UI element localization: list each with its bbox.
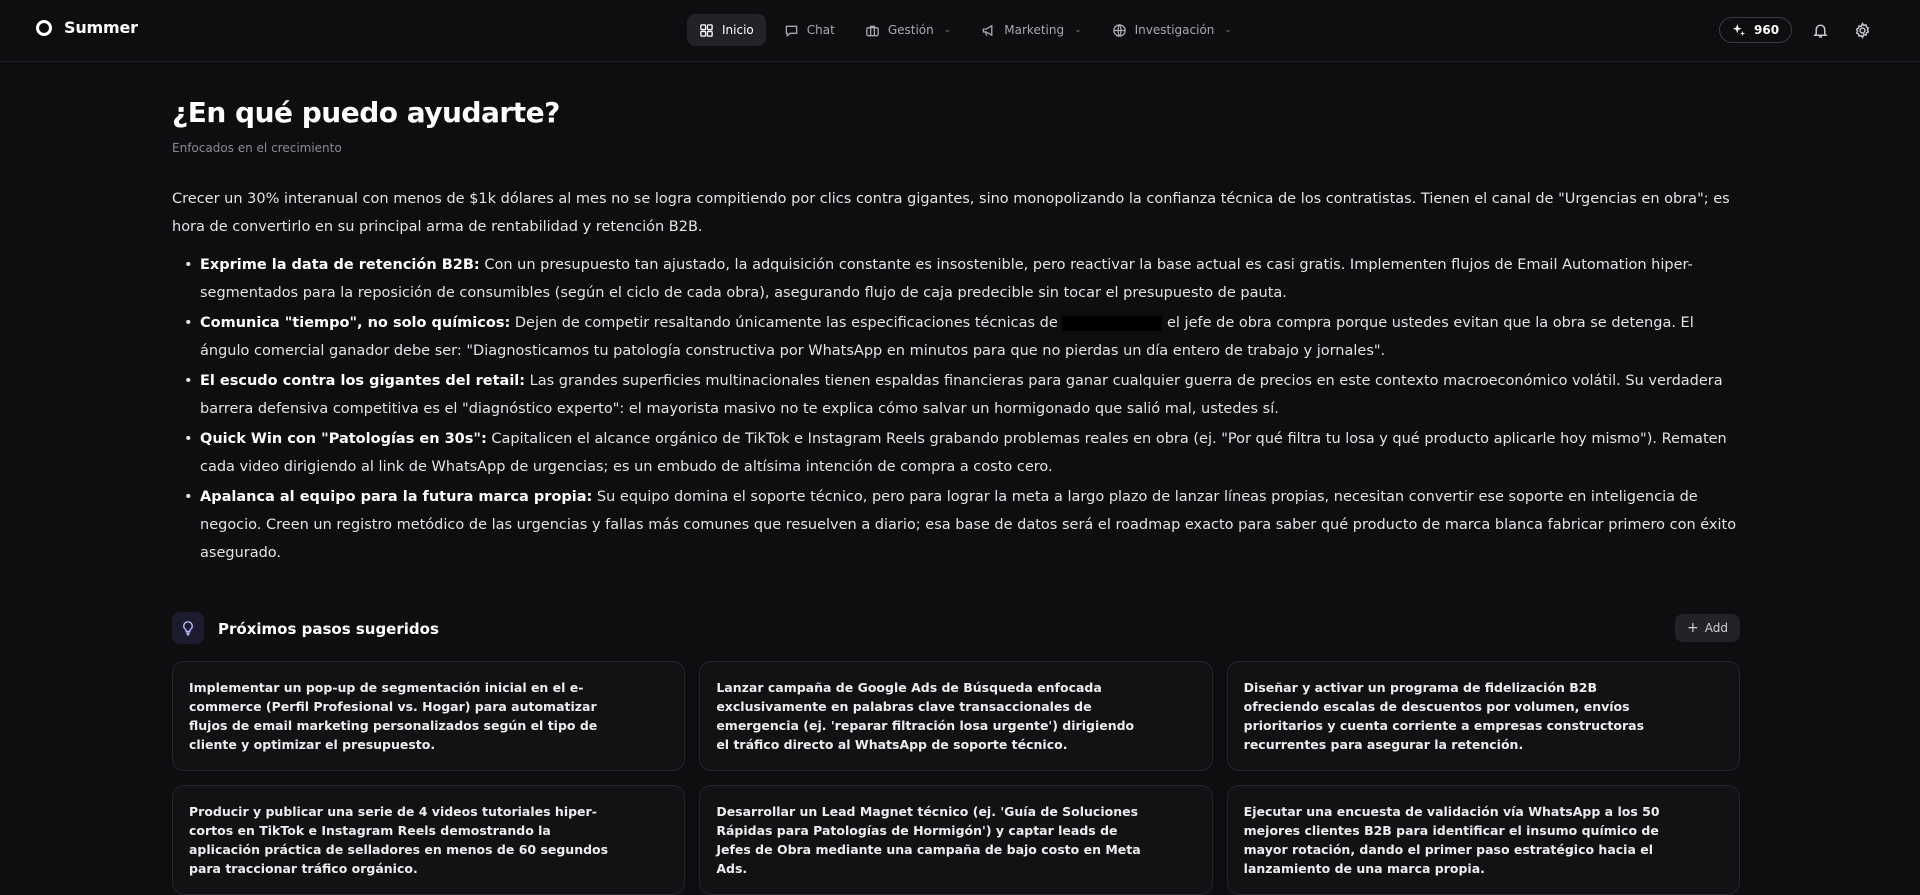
bullet-heading: El escudo contra los gigantes del retail: — [200, 373, 526, 389]
suggestion-text: Producir y publicar una serie de 4 videos tutoriales hiper-cortos en TikTok e Instagram Reels demostrando la aplicación práctica de selladores en menos de 60 segundos para traccionar tráfico orgánico. — [189, 804, 609, 876]
lightbulb-icon — [172, 612, 204, 644]
suggestion-text: Diseñar y activar un programa de fidelización B2B ofreciendo escalas de descuentos por volumen, envíos prioritarios y cuenta corriente a empresas constructoras recurrentes para asegurar la retención. — [1243, 680, 1645, 752]
bullet-text: Su equipo domina el soporte técnico, pero para lograr la meta a largo plazo de lanzar líneas propias, necesitan convertir ese soporte en inteligencia de negocio. Creen un registro metódico de las urgencias y fallas más comunes que resuelven a diario; esa base de datos será el roadmap exacto para saber qué producto de marca blanca fabricar primero con éxito asegurado. — [200, 489, 1737, 561]
redacted-text — [1062, 316, 1162, 331]
nav-marketing-label: Marketing — [1004, 23, 1065, 37]
bullet-heading: Exprime la data de retención B2B: — [200, 257, 480, 273]
suggestions-header — [172, 612, 1740, 644]
bullet-heading: Comunica "tiempo", no solo químicos: — [200, 315, 511, 331]
notifications-button[interactable] — [1809, 19, 1831, 41]
suggestion-text: Lanzar campaña de Google Ads de Búsqueda enfocada exclusivamente en palabras clave transaccionales de emergencia (ej. 'reparar filtración losa urgente') dirigiendo el tráfico directo al WhatsApp de soporte técnico. — [716, 680, 1135, 752]
bell-icon — [1812, 22, 1829, 39]
nav-inicio-label: Inicio — [722, 23, 754, 37]
chevron-down-icon: ⌄ — [1074, 25, 1082, 35]
bullet-heading: Quick Win con "Patologías en 30s": — [200, 431, 487, 447]
megaphone-icon — [981, 23, 996, 38]
suggestion-card[interactable] — [172, 661, 685, 771]
nav-gestion[interactable] — [853, 14, 963, 46]
grid-icon — [699, 23, 714, 38]
suggestion-text: Ejecutar una encuesta de validación vía WhatsApp a los 50 mejores clientes B2B para identificar el insumo químico de mayor rotación, dando el primer paso estratégico hacia el lanzamiento de una marca propia. — [1243, 804, 1660, 876]
globe-icon — [1112, 23, 1127, 38]
list-item — [200, 309, 1740, 365]
nav-chat-label: Chat — [806, 23, 835, 37]
bullet-text: Dejen de competir resaltando únicamente las especificaciones técnicas de — [510, 315, 1058, 331]
page-title: ¿En qué puedo ayudarte? — [172, 96, 560, 129]
main-content — [172, 96, 1740, 569]
main-nav — [687, 14, 1244, 46]
bullet-text: Capitalicen el alcance orgánico de TikTok e Instagram Reels grabando problemas reales en obra (ej. "Por qué filtra tu losa y qué producto aplicarle hoy mismo"). Rematen cada video dirigiendo al link de WhatsApp de urgencias; es un embudo de altísima intención de compra a costo cero. — [200, 431, 1727, 475]
list-item — [200, 367, 1740, 423]
recommendations-list — [200, 251, 1740, 567]
briefcase-icon — [865, 23, 880, 38]
nav-marketing[interactable] — [969, 14, 1093, 46]
list-item — [200, 425, 1740, 481]
logo-icon — [36, 20, 52, 36]
suggestion-card[interactable] — [1227, 785, 1740, 895]
suggestion-text: Implementar un pop-up de segmentación inicial en el e-commerce (Perfil Profesional vs. Hogar) para automatizar flujos de email marketing personalizados según el tipo de cliente y optimizar el presupuesto. — [189, 680, 598, 752]
list-item — [200, 251, 1740, 307]
suggestions-title: Próximos pasos sugeridos — [218, 620, 439, 638]
credits-count: 960 — [1754, 23, 1780, 37]
credits-badge[interactable] — [1719, 17, 1792, 43]
bullet-heading: Apalanca al equipo para la futura marca propia: — [200, 489, 593, 505]
nav-investigacion-label: Investigación — [1134, 23, 1215, 37]
suggestion-text: Desarrollar un Lead Magnet técnico (ej. 'Guía de Soluciones Rápidas para Patologías de Hormigón') y captar leads de Jefes de Obra mediante una campaña de bajo costo en Meta Ads. — [716, 804, 1141, 876]
sparkle-icon — [1732, 23, 1746, 37]
intro-paragraph: Crecer un 30% interanual con menos de $1k dólares al mes no se logra compitiendo por clics contra gigantes, sino monopolizando la confianza técnica de los contratistas. Tienen el canal de "Urgencias en obra"; es hora de convertirlo en su principal arma de rentabilidad y retención B2B. — [172, 191, 1730, 235]
chevron-down-icon: ⌄ — [943, 25, 952, 35]
suggestion-card[interactable] — [699, 661, 1212, 771]
brand[interactable] — [36, 18, 138, 37]
bullet-text-continued: el jefe de obra compra porque ustedes evitan que la obra se detenga. El ángulo comercial ganador debe ser: "Diagnosticamos tu patología constructiva por WhatsApp en minutos para que no pierdas un día entero de trabajo y jornales". — [200, 315, 1694, 359]
nav-gestion-label: Gestión — [887, 23, 934, 37]
settings-button[interactable] — [1851, 19, 1873, 41]
suggestion-card[interactable] — [699, 785, 1212, 895]
nav-chat[interactable] — [772, 14, 847, 46]
bullet-text: Las grandes superficies multinacionales tienen espaldas financieras para ganar cualquier guerra de precios en este contexto macroeconómico volátil. Su verdadera barrera defensiva competitiva es el "diagnóstico experto": el mayorista masivo no te explica cómo salvar un hormigonado que salió mal, ustedes sí. — [200, 373, 1723, 417]
bullet-text: Con un presupuesto tan ajustado, la adquisición constante es insostenible, pero reactivar la base actual es casi gratis. Implementen flujos de Email Automation hiper-segmentados para la reposición de consumibles (según el ciclo de cada obra), asegurando flujo de caja predecible sin tocar el presupuesto de pauta. — [200, 257, 1693, 301]
suggestion-card[interactable] — [172, 785, 685, 895]
chat-icon — [784, 23, 799, 38]
brand-name: Summer — [64, 18, 138, 37]
suggestion-cards — [172, 661, 1740, 895]
page-subtitle: Enfocados en el crecimiento — [172, 141, 342, 155]
list-item — [200, 483, 1740, 567]
nav-inicio[interactable] — [687, 14, 766, 46]
plus-icon: + — [1687, 620, 1699, 636]
chevron-down-icon: ⌄ — [1224, 25, 1232, 35]
add-button[interactable] — [1675, 614, 1740, 642]
suggestion-card[interactable] — [1227, 661, 1740, 771]
gear-icon — [1854, 22, 1871, 39]
top-bar — [0, 0, 1920, 62]
nav-investigacion[interactable] — [1100, 14, 1244, 46]
add-button-label: Add — [1704, 621, 1728, 635]
